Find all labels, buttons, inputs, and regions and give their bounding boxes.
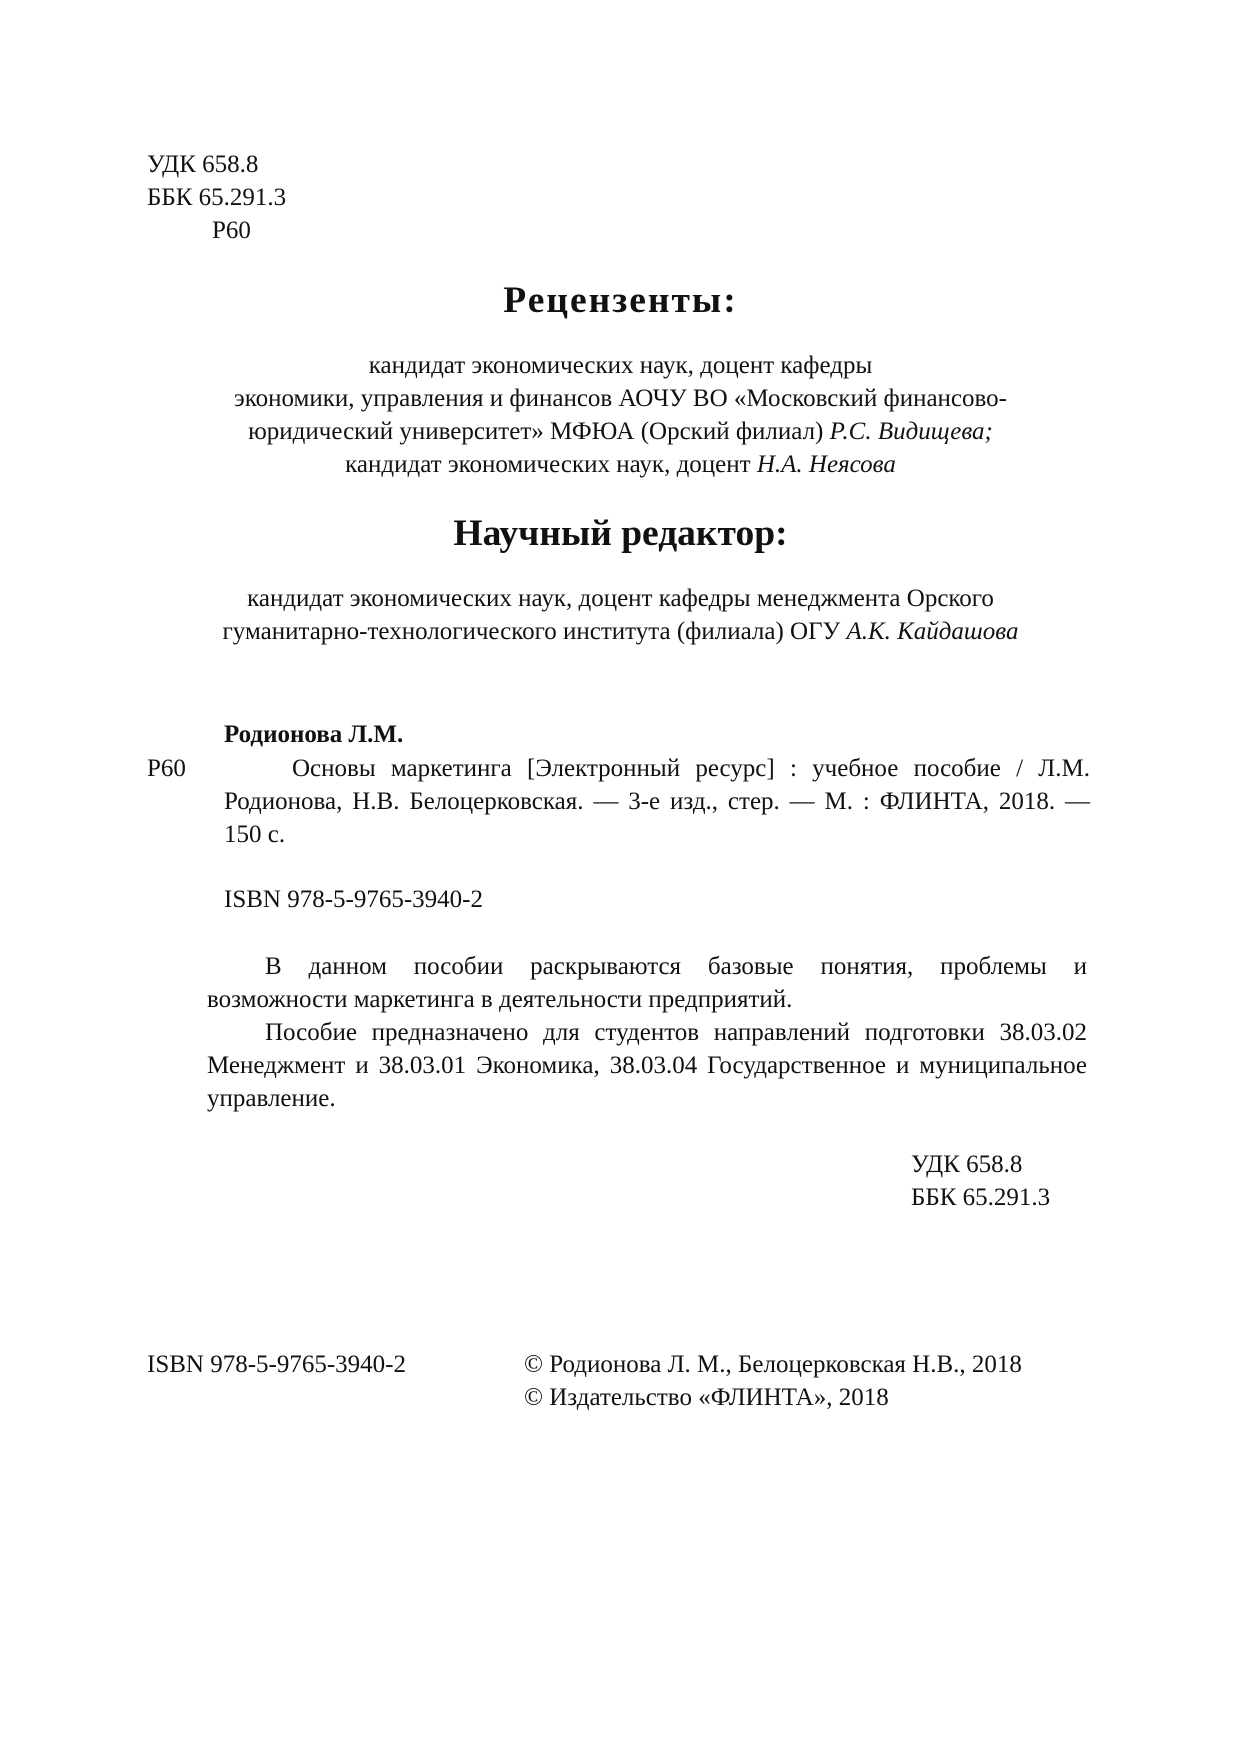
isbn: ISBN 978-5-9765-3940-2 xyxy=(224,886,484,913)
reviewer-line-1: кандидат экономических наук, доцент кафедры xyxy=(368,352,873,379)
reviewer-name-2: Н.А. Неясова xyxy=(756,451,896,478)
reviewer-affiliation: юридический университет» МФЮА (Орский филиал) xyxy=(248,418,830,445)
author-code: Р60 xyxy=(212,217,251,244)
editor-name: А.К. Кайдашова xyxy=(846,618,1019,645)
reviewer-degree: кандидат экономических наук, доцент xyxy=(345,451,757,478)
copyright-authors: © Родионова Л. М., Белоцерковская Н.В., 2018 xyxy=(524,1351,1022,1378)
annotation-paragraph-1: В данном пособии раскрываются базовые понятия, проблемы и возможности маркетинга в деятельности предприятий. xyxy=(207,953,1087,1013)
bbk-code: ББК 65.291.3 xyxy=(147,184,287,211)
reviewer-line-4 xyxy=(0,448,1241,481)
author-heading: Родионова Л.М. xyxy=(224,721,404,748)
biblio-author-code: Р60 xyxy=(147,755,186,782)
editor-affiliation: гуманитарно-технологического института (филиала) ОГУ xyxy=(222,618,847,645)
reviewers-heading: Рецензенты: xyxy=(503,280,738,321)
editor-line-2 xyxy=(0,615,1241,648)
copyright-publisher: © Издательство «ФЛИНТА», 2018 xyxy=(524,1384,889,1411)
reviewer-line-3 xyxy=(0,415,1241,448)
editor-line-1: кандидат экономических наук, доцент кафедры менеджмента Орского xyxy=(247,585,994,612)
annotation-paragraph-2: Пособие предназначено для студентов направлений подготовки 38.03.02 Менеджмент и 38.03.01 Экономика, 38.03.04 Государственное и муниципальное управление. xyxy=(207,1019,1087,1112)
bibliographic-record: Основы маркетинга [Электронный ресурс] : учебное пособие / Л.М. Родионова, Н.В. Белоцерковская. — 3-е изд., стер. — М. : ФЛИНТА, 2018. — 150 с. xyxy=(224,755,1090,848)
bottom-udc-code: УДК 658.8 xyxy=(911,1151,1023,1178)
reviewer-name-1: Р.С. Видищева; xyxy=(829,418,993,445)
footer-isbn: ISBN 978-5-9765-3940-2 xyxy=(147,1351,407,1378)
editor-heading: Научный редактор: xyxy=(453,513,788,554)
bottom-bbk-code: ББК 65.291.3 xyxy=(911,1184,1051,1211)
udc-code: УДК 658.8 xyxy=(147,151,259,178)
reviewer-line-2: экономики, управления и финансов АОЧУ ВО «Московский финансово- xyxy=(234,385,1007,412)
